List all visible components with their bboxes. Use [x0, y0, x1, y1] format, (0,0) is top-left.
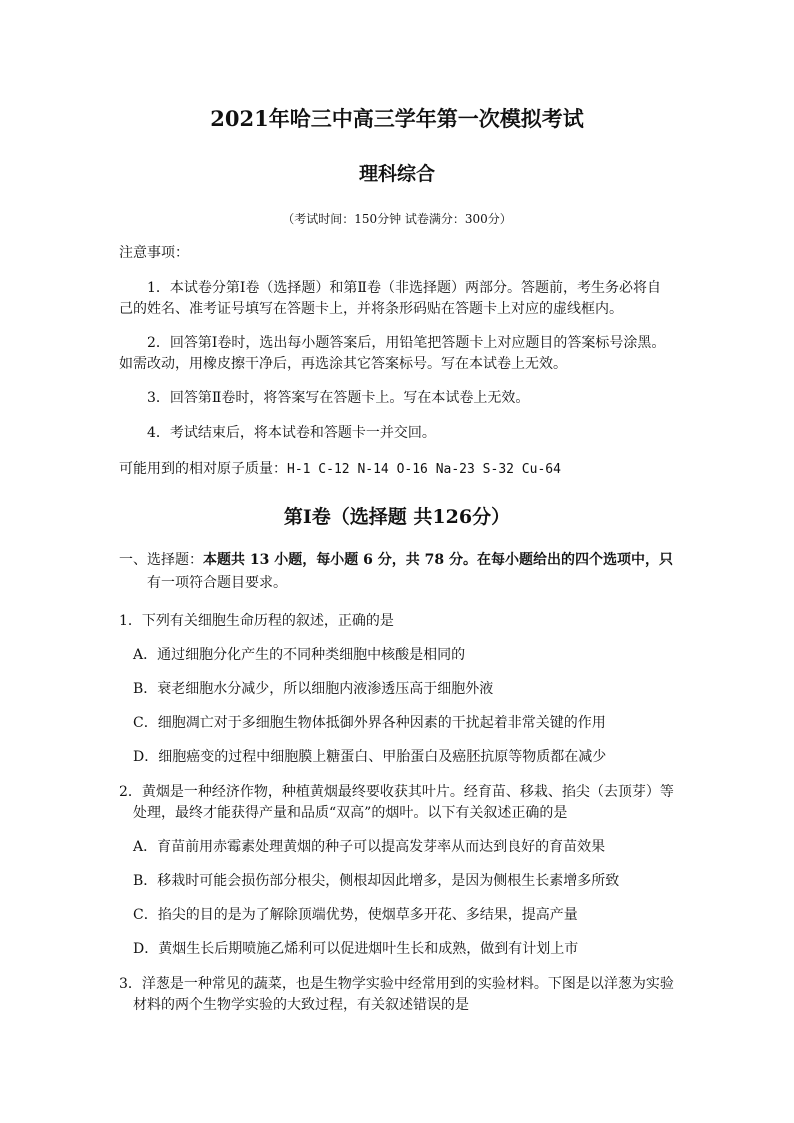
q2-option-d: D．黄烟生长后期喷施乙烯利可以促进烟叶生长和成熟，做到有计划上市 — [133, 941, 579, 957]
q2-option-a: A．育苗前用赤霉素处理黄烟的种子可以提高发芽率从而达到良好的育苗效果 — [133, 839, 606, 855]
notice-item-2-line-2: 如需改动，用橡皮擦干净后，再选涂其它答案标号。写在本试卷上无效。 — [119, 356, 567, 372]
q2-option-b: B．移栽时可能会损伤部分根尖，侧根却因此增多，是因为侧根生长素增多所致 — [133, 873, 620, 889]
q1-option-b: B．衰老细胞水分减少，所以细胞内液渗透压高于细胞外液 — [133, 681, 494, 697]
q3-stem-line-1: 3．洋葱是一种常见的蔬菜，也是生物学实验中经常用到的实验材料。下图是以洋葱为实验 — [119, 976, 674, 992]
notice-item-2-line-1: 2．回答第Ⅰ卷时，选出每小题答案后，用铅笔把答题卡上对应题目的答案标号涂黑。 — [147, 335, 666, 351]
notice-item-1-line-1: 1．本试卷分第Ⅰ卷（选择题）和第Ⅱ卷（非选择题）两部分。答题前，考生务必将自 — [147, 280, 661, 296]
q3-stem-line-2: 材料的两个生物学实验的大致过程，有关叙述错误的是 — [133, 997, 469, 1013]
exam-title: 2021年哈三中高三学年第一次模拟考试 — [210, 106, 584, 131]
notice-item-3: 3．回答第Ⅱ卷时，将答案写在答题卡上。写在本试卷上无效。 — [147, 390, 530, 406]
section-intro-rule: 本题共 13 小题，每小题 6 分，共 78 分。在每小题给出的四个选项中，只 — [203, 552, 673, 568]
q2-stem-line-1: 2．黄烟是一种经济作物，种植黄烟最终要收获其叶片。经育苗、移栽、掐尖（去顶芽）等 — [119, 784, 674, 800]
atomic-mass-label: 可能用到的相对原子质量： — [119, 461, 287, 477]
section-intro-line-2: 有一项符合题目要求。 — [147, 575, 287, 591]
atomic-mass-values: H-1 C-12 N-14 O-16 Na-23 S-32 Cu-64 — [287, 462, 561, 477]
q1-option-d: D．细胞癌变的过程中细胞膜上糖蛋白、甲胎蛋白及癌胚抗原等物质都在减少 — [133, 749, 607, 765]
notice-item-1-line-2: 己的姓名、准考证号填写在答题卡上，并将条形码贴在答题卡上对应的虚线框内。 — [119, 301, 623, 317]
exam-time-note: （考试时间：150分钟 试卷满分：300分） — [282, 212, 512, 226]
q1-option-c: C．细胞凋亡对于多细胞生物体抵御外界各种因素的干扰起着非常关键的作用 — [133, 715, 606, 731]
section-intro-prefix: 一、选择题： — [119, 552, 203, 568]
section-intro-line-1 — [119, 551, 673, 569]
q2-option-c: C．掐尖的目的是为了解除顶端优势，使烟草多开花、多结果，提高产量 — [133, 907, 578, 923]
notice-item-4: 4．考试结束后，将本试卷和答题卡一并交回。 — [147, 425, 436, 441]
exam-subtitle: 理科综合 — [358, 163, 435, 185]
notice-heading: 注意事项： — [119, 245, 189, 261]
q2-stem-line-2: 处理，最终才能获得产量和品质“双高”的烟叶。以下有关叙述正确的是 — [133, 805, 568, 821]
q1-stem: 1．下列有关细胞生命历程的叙述，正确的是 — [119, 613, 394, 629]
atomic-mass-line — [119, 460, 561, 479]
q1-option-a: A．通过细胞分化产生的不同种类细胞中核酸是相同的 — [133, 647, 466, 663]
section-title: 第Ⅰ卷（选择题 共126分） — [283, 506, 511, 528]
